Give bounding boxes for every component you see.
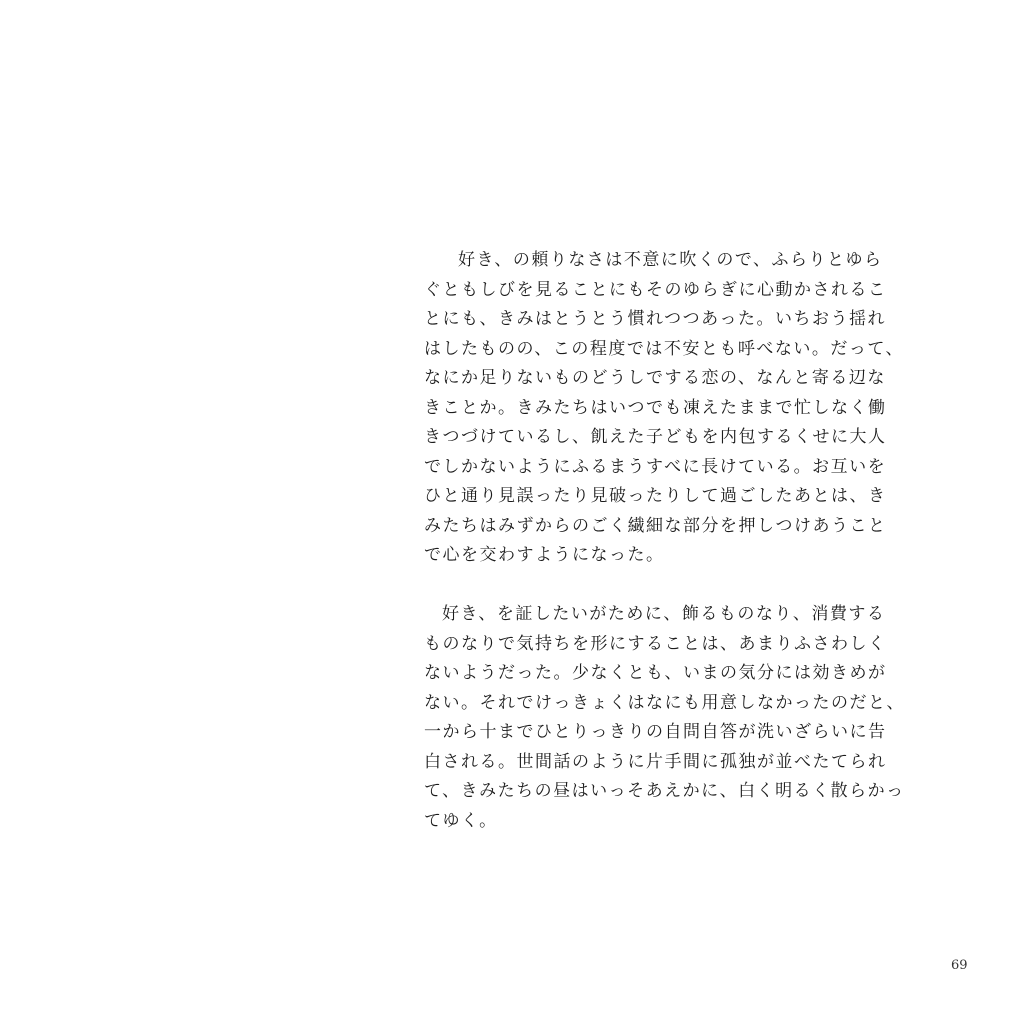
paragraph-line: てゆく。: [424, 810, 498, 831]
paragraph-line: で心を交わすようになった。: [424, 545, 665, 565]
page-number: 69: [951, 958, 968, 973]
paragraph-line: て、きみたちの昼はいっそあえかに、白く明るく散らかっ: [424, 781, 905, 801]
body-text: [424, 246, 906, 836]
paragraph-line: とにも、きみはとうとう慣れつつあった。いちおう揺れ: [424, 309, 886, 329]
paragraph-line: 一から十までひとりっきりの自問自答が洗いざらいに告: [424, 722, 887, 742]
paragraph-line: きことか。きみたちはいつでも凍えたままで忙しなく働: [424, 397, 887, 418]
paragraph-line: 好き、を証したいがために、飾るものなり、消費する: [442, 604, 886, 624]
paragraph-line: ものなりで気持ちを形にすることは、あまりふさわしく: [424, 633, 887, 654]
paragraph-line: 白される。世間話のように片手間に孤独が並べたてられ: [424, 751, 887, 772]
paragraph-line: 好き、の頼りなさは不意に吹くので、ふらりとゆら: [458, 250, 883, 270]
paragraph-1: [424, 246, 906, 571]
paragraph-line: きつづけているし、飢えた子どもを内包するくせに大人: [424, 427, 887, 447]
paragraph-line: みたちはみずからのごく繊細な部分を押しつけあうこと: [424, 515, 887, 536]
paragraph-line: なにか足りないものどうしでする恋の、なんと寄る辺な: [424, 368, 886, 388]
paragraph-2: [424, 600, 906, 836]
paragraph-line: ない。それでけっきょくはなにも用意しなかったのだと、: [424, 692, 905, 713]
paragraph-line: ぐともしびを見ることにもそのゆらぎに心動かされるこ: [424, 279, 887, 300]
paragraph-line: はしたものの、この程度では不安とも呼べない。だって、: [424, 338, 904, 359]
paragraph-line: ひと通り見誤ったり見破ったりして過ごしたあとは、き: [424, 486, 887, 506]
paragraph-spacer: [424, 571, 906, 601]
paragraph-line: ないようだった。少なくとも、いまの気分には効きめが: [424, 663, 887, 683]
paragraph-line: でしかないようにふるまうすべに長けている。お互いを: [424, 456, 887, 477]
